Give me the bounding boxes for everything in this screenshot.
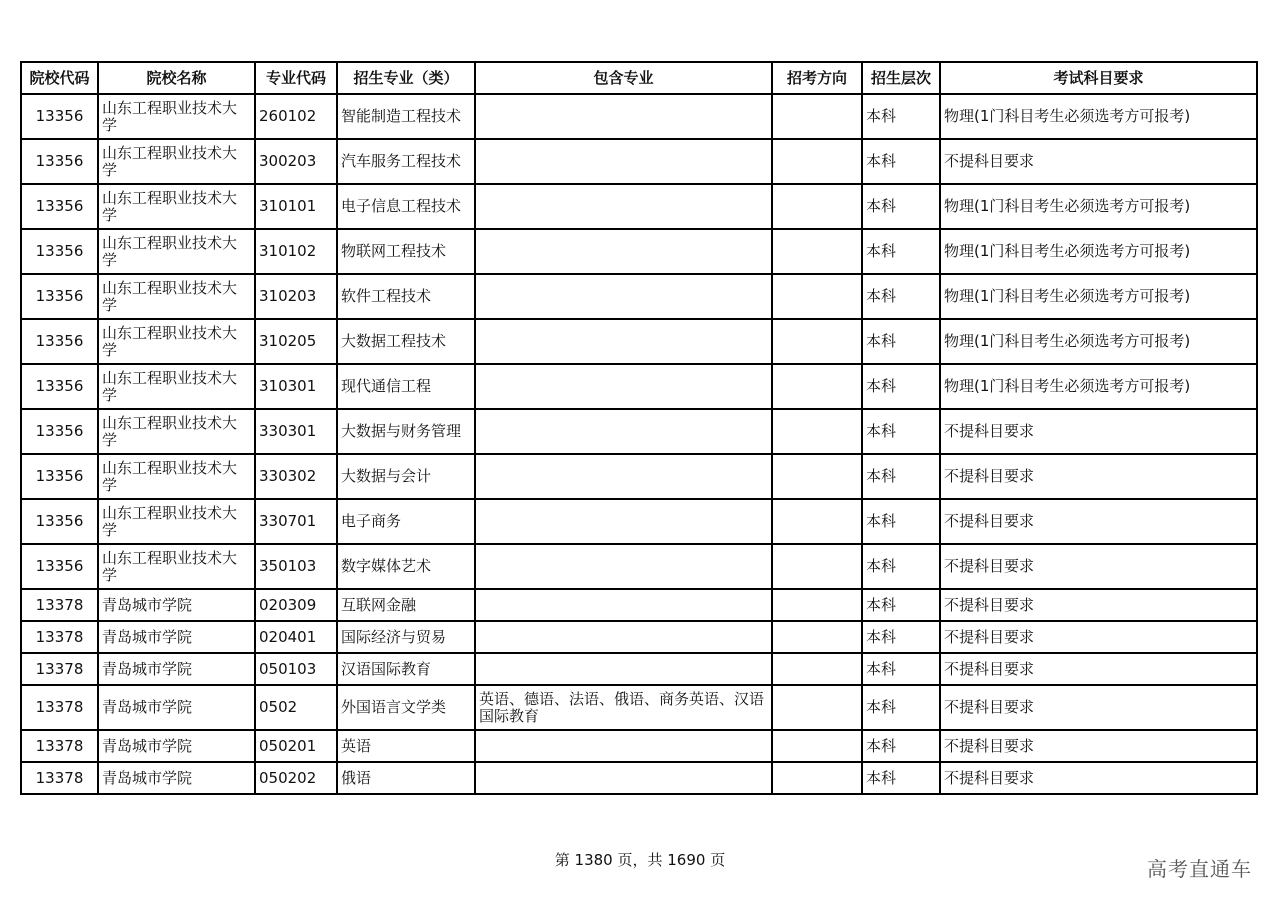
subject-requirement-cell: 不提科目要求 — [940, 685, 1257, 730]
included-majors-cell — [475, 454, 772, 499]
direction-cell — [772, 589, 862, 621]
level-cell: 本科 — [862, 274, 940, 319]
included-majors-cell — [475, 229, 772, 274]
major-cell: 物联网工程技术 — [337, 229, 475, 274]
table-row — [21, 621, 1257, 653]
table-row — [21, 499, 1257, 544]
included-majors-cell — [475, 544, 772, 589]
table-row — [21, 589, 1257, 621]
direction-cell — [772, 730, 862, 762]
major-code-cell: 300203 — [255, 139, 337, 184]
subject-requirement-cell: 不提科目要求 — [940, 139, 1257, 184]
school-code-cell: 13378 — [21, 653, 98, 685]
level-cell: 本科 — [862, 454, 940, 499]
school-code-cell: 13356 — [21, 319, 98, 364]
included-majors-cell — [475, 364, 772, 409]
admissions-table — [20, 61, 1258, 795]
school-name-cell: 山东工程职业技术大学 — [98, 94, 255, 139]
major-code-cell: 020309 — [255, 589, 337, 621]
school-code-cell: 13356 — [21, 409, 98, 454]
table-row — [21, 274, 1257, 319]
major-code-cell: 310101 — [255, 184, 337, 229]
direction-cell — [772, 409, 862, 454]
major-cell: 汽车服务工程技术 — [337, 139, 475, 184]
major-cell: 大数据工程技术 — [337, 319, 475, 364]
school-code-cell: 13356 — [21, 499, 98, 544]
table-body — [21, 94, 1257, 794]
major-cell: 汉语国际教育 — [337, 653, 475, 685]
level-cell: 本科 — [862, 730, 940, 762]
subject-requirement-cell: 物理(1门科目考生必须选考方可报考) — [940, 94, 1257, 139]
direction-cell — [772, 685, 862, 730]
level-cell: 本科 — [862, 589, 940, 621]
school-code-cell: 13378 — [21, 685, 98, 730]
school-name-cell: 青岛城市学院 — [98, 685, 255, 730]
major-code-cell: 350103 — [255, 544, 337, 589]
school-code-cell: 13356 — [21, 184, 98, 229]
school-name-cell: 山东工程职业技术大学 — [98, 499, 255, 544]
column-header: 院校名称 — [98, 62, 255, 94]
column-header: 招生层次 — [862, 62, 940, 94]
table-row — [21, 184, 1257, 229]
direction-cell — [772, 762, 862, 794]
level-cell: 本科 — [862, 499, 940, 544]
school-code-cell: 13356 — [21, 364, 98, 409]
school-name-cell: 山东工程职业技术大学 — [98, 274, 255, 319]
table-row — [21, 139, 1257, 184]
subject-requirement-cell: 不提科目要求 — [940, 589, 1257, 621]
school-name-cell: 山东工程职业技术大学 — [98, 319, 255, 364]
subject-requirement-cell: 物理(1门科目考生必须选考方可报考) — [940, 364, 1257, 409]
direction-cell — [772, 319, 862, 364]
major-code-cell: 050103 — [255, 653, 337, 685]
table-row — [21, 409, 1257, 454]
major-cell: 国际经济与贸易 — [337, 621, 475, 653]
school-name-cell: 山东工程职业技术大学 — [98, 229, 255, 274]
major-code-cell: 050201 — [255, 730, 337, 762]
major-cell: 电子商务 — [337, 499, 475, 544]
table-row — [21, 454, 1257, 499]
subject-requirement-cell: 不提科目要求 — [940, 621, 1257, 653]
direction-cell — [772, 139, 862, 184]
major-code-cell: 050202 — [255, 762, 337, 794]
table-header-row — [21, 62, 1257, 94]
direction-cell — [772, 454, 862, 499]
major-code-cell: 330301 — [255, 409, 337, 454]
major-cell: 数字媒体艺术 — [337, 544, 475, 589]
included-majors-cell: 英语、德语、法语、俄语、商务英语、汉语国际教育 — [475, 685, 772, 730]
school-name-cell: 山东工程职业技术大学 — [98, 364, 255, 409]
column-header: 考试科目要求 — [940, 62, 1257, 94]
school-name-cell: 山东工程职业技术大学 — [98, 454, 255, 499]
included-majors-cell — [475, 730, 772, 762]
included-majors-cell — [475, 319, 772, 364]
major-code-cell: 310205 — [255, 319, 337, 364]
subject-requirement-cell: 物理(1门科目考生必须选考方可报考) — [940, 184, 1257, 229]
major-cell: 大数据与财务管理 — [337, 409, 475, 454]
school-name-cell: 青岛城市学院 — [98, 589, 255, 621]
page-number: 第 1380 页，共 1690 页 — [554, 851, 726, 869]
table-row — [21, 762, 1257, 794]
major-cell: 英语 — [337, 730, 475, 762]
school-name-cell: 青岛城市学院 — [98, 762, 255, 794]
school-code-cell: 13378 — [21, 730, 98, 762]
table-row — [21, 653, 1257, 685]
school-code-cell: 13356 — [21, 229, 98, 274]
included-majors-cell — [475, 274, 772, 319]
level-cell: 本科 — [862, 762, 940, 794]
major-code-cell: 310102 — [255, 229, 337, 274]
school-name-cell: 山东工程职业技术大学 — [98, 184, 255, 229]
table-row — [21, 730, 1257, 762]
subject-requirement-cell: 不提科目要求 — [940, 409, 1257, 454]
major-cell: 外国语言文学类 — [337, 685, 475, 730]
major-cell: 智能制造工程技术 — [337, 94, 475, 139]
subject-requirement-cell: 物理(1门科目考生必须选考方可报考) — [940, 319, 1257, 364]
school-code-cell: 13356 — [21, 544, 98, 589]
level-cell: 本科 — [862, 364, 940, 409]
major-cell: 现代通信工程 — [337, 364, 475, 409]
major-code-cell: 020401 — [255, 621, 337, 653]
major-code-cell: 260102 — [255, 94, 337, 139]
table-row — [21, 319, 1257, 364]
level-cell: 本科 — [862, 184, 940, 229]
subject-requirement-cell: 不提科目要求 — [940, 730, 1257, 762]
included-majors-cell — [475, 762, 772, 794]
school-code-cell: 13356 — [21, 274, 98, 319]
table-row — [21, 685, 1257, 730]
major-code-cell: 310301 — [255, 364, 337, 409]
direction-cell — [772, 184, 862, 229]
included-majors-cell — [475, 621, 772, 653]
table-row — [21, 544, 1257, 589]
level-cell: 本科 — [862, 319, 940, 364]
level-cell: 本科 — [862, 621, 940, 653]
school-name-cell: 青岛城市学院 — [98, 621, 255, 653]
subject-requirement-cell: 不提科目要求 — [940, 762, 1257, 794]
level-cell: 本科 — [862, 544, 940, 589]
direction-cell — [772, 364, 862, 409]
table-row — [21, 229, 1257, 274]
level-cell: 本科 — [862, 94, 940, 139]
table-row — [21, 364, 1257, 409]
column-header: 招生专业（类） — [337, 62, 475, 94]
subject-requirement-cell: 物理(1门科目考生必须选考方可报考) — [940, 274, 1257, 319]
major-cell: 俄语 — [337, 762, 475, 794]
subject-requirement-cell: 不提科目要求 — [940, 499, 1257, 544]
included-majors-cell — [475, 589, 772, 621]
level-cell: 本科 — [862, 685, 940, 730]
direction-cell — [772, 274, 862, 319]
column-header: 招考方向 — [772, 62, 862, 94]
subject-requirement-cell: 不提科目要求 — [940, 544, 1257, 589]
major-cell: 软件工程技术 — [337, 274, 475, 319]
major-code-cell: 330701 — [255, 499, 337, 544]
school-name-cell: 山东工程职业技术大学 — [98, 139, 255, 184]
included-majors-cell — [475, 139, 772, 184]
level-cell: 本科 — [862, 653, 940, 685]
included-majors-cell — [475, 653, 772, 685]
major-code-cell: 310203 — [255, 274, 337, 319]
direction-cell — [772, 653, 862, 685]
column-header: 专业代码 — [255, 62, 337, 94]
subject-requirement-cell: 不提科目要求 — [940, 454, 1257, 499]
school-name-cell: 山东工程职业技术大学 — [98, 409, 255, 454]
column-header: 院校代码 — [21, 62, 98, 94]
major-cell: 电子信息工程技术 — [337, 184, 475, 229]
school-code-cell: 13356 — [21, 94, 98, 139]
school-code-cell: 13378 — [21, 762, 98, 794]
school-name-cell: 山东工程职业技术大学 — [98, 544, 255, 589]
subject-requirement-cell: 物理(1门科目考生必须选考方可报考) — [940, 229, 1257, 274]
school-code-cell: 13356 — [21, 454, 98, 499]
watermark: 高考直通车 — [1147, 857, 1252, 881]
level-cell: 本科 — [862, 229, 940, 274]
direction-cell — [772, 229, 862, 274]
major-code-cell: 0502 — [255, 685, 337, 730]
direction-cell — [772, 499, 862, 544]
level-cell: 本科 — [862, 409, 940, 454]
school-code-cell: 13356 — [21, 139, 98, 184]
included-majors-cell — [475, 184, 772, 229]
direction-cell — [772, 621, 862, 653]
column-header: 包含专业 — [475, 62, 772, 94]
included-majors-cell — [475, 499, 772, 544]
included-majors-cell — [475, 94, 772, 139]
major-cell: 互联网金融 — [337, 589, 475, 621]
school-code-cell: 13378 — [21, 621, 98, 653]
table-row — [21, 94, 1257, 139]
major-cell: 大数据与会计 — [337, 454, 475, 499]
subject-requirement-cell: 不提科目要求 — [940, 653, 1257, 685]
school-name-cell: 青岛城市学院 — [98, 730, 255, 762]
school-name-cell: 青岛城市学院 — [98, 653, 255, 685]
school-code-cell: 13378 — [21, 589, 98, 621]
level-cell: 本科 — [862, 139, 940, 184]
major-code-cell: 330302 — [255, 454, 337, 499]
direction-cell — [772, 94, 862, 139]
included-majors-cell — [475, 409, 772, 454]
direction-cell — [772, 544, 862, 589]
